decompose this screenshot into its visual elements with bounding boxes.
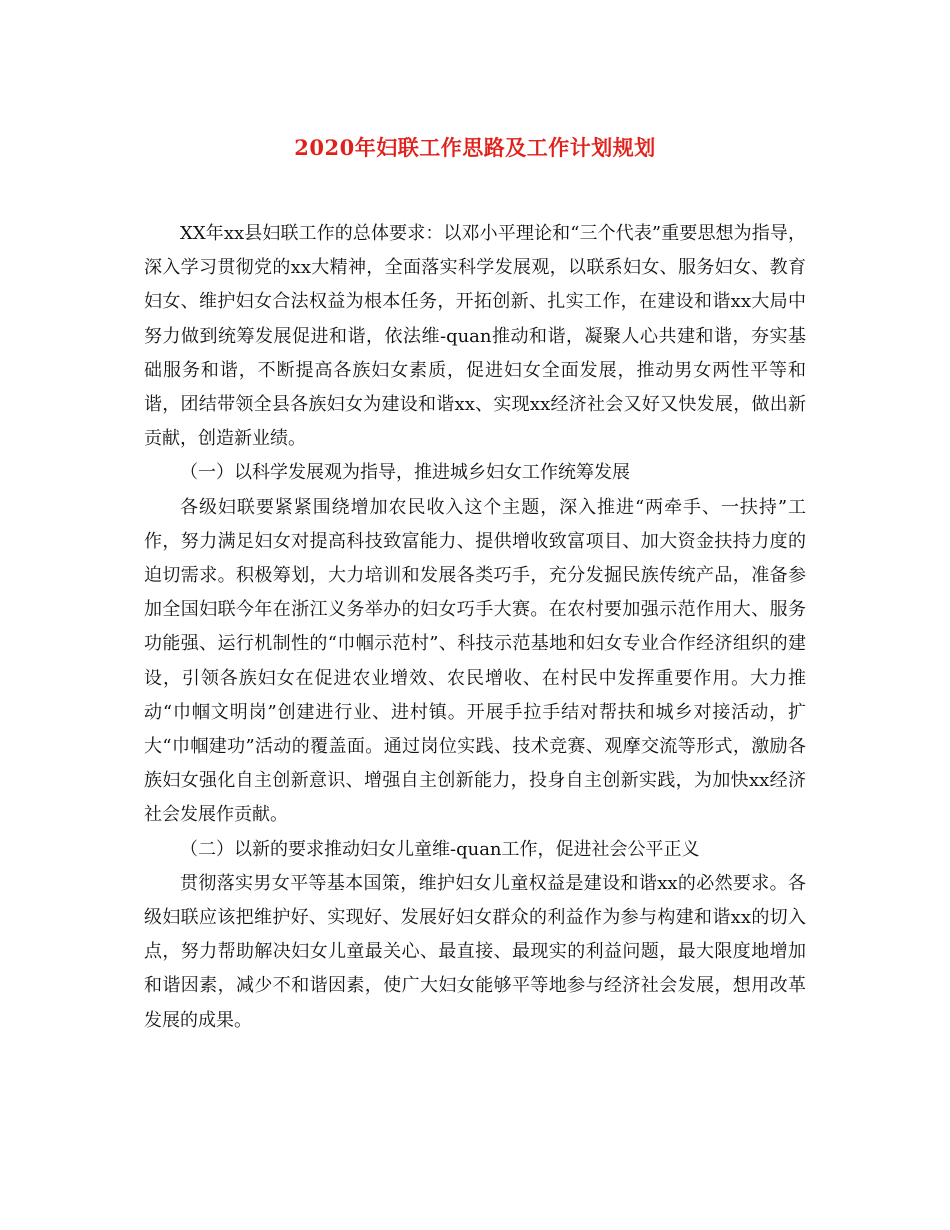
- document-body: [144, 217, 806, 1038]
- section-heading-2: （二）以新的要求推动妇女儿童维-quan工作，促进社会公平正义: [180, 838, 700, 860]
- document-title: 2020年妇联工作思路及工作计划规划: [294, 135, 656, 160]
- intro-paragraph: XX年xx县妇联工作的总体要求：以邓小平理论和“三个代表”重要思想为指导，深入学习贯彻党的xx大精神，全面落实科学发展观，以联系妇女、服务妇女、教育妇女、维护妇女合法权益为根本任务，开拓创新、扎实工作，在建设和谐xx大局中努力做到统筹发展促进和谐，依法维-quan推动和谐，凝聚人心共建和谐，夯实基础服务和谐，不断提高各族妇女素质，促进妇女全面发展，推动男女两性平等和谐，团结带领全县各族妇女为建设和谐xx、实现xx经济社会又好又快发展，做出新贡献，创造新业绩。: [144, 223, 806, 450]
- section-2-paragraph: 贯彻落实男女平等基本国策，维护妇女儿童权益是建设和谐xx的必然要求。各级妇联应该把维护好、实现好、发展好妇女群众的利益作为参与构建和谐xx的切入点，努力帮助解决妇女儿童最关心、最直接、最现实的利益问题，最大限度地增加和谐因素，减少不和谐因素，使广大妇女能够平等地参与经济社会发展，想用改革发展的成果。: [144, 872, 806, 1031]
- section-1-paragraph: 各级妇联要紧紧围绕增加农民收入这个主题，深入推进“两牵手、一扶持”工作，努力满足妇女对提高科技致富能力、提供增收致富项目、加大资金扶持力度的迫切需求。积极筹划，大力培训和发展各类巧手，充分发掘民族传统产品，准备参加全国妇联今年在浙江义务举办的妇女巧手大赛。在农村要加强示范作用大、服务功能强、运行机制性的“巾帼示范村”、科技示范基地和妇女专业合作经济组织的建设，引领各族妇女在促进农业增效、农民增收、在村民中发挥重要作用。大力推动“巾帼文明岗”创建进行业、进村镇。开展手拉手结对帮扶和城乡对接活动，扩大“巾帼建功”活动的覆盖面。通过岗位实践、技术竞赛、观摩交流等形式，激励各族妇女强化自主创新意识、增强自主创新能力，投身自主创新实践，为加快xx经济社会发展作贡献。: [144, 496, 806, 826]
- section-heading-1: （一）以科学发展观为指导，推进城乡妇女工作统筹发展: [180, 462, 630, 484]
